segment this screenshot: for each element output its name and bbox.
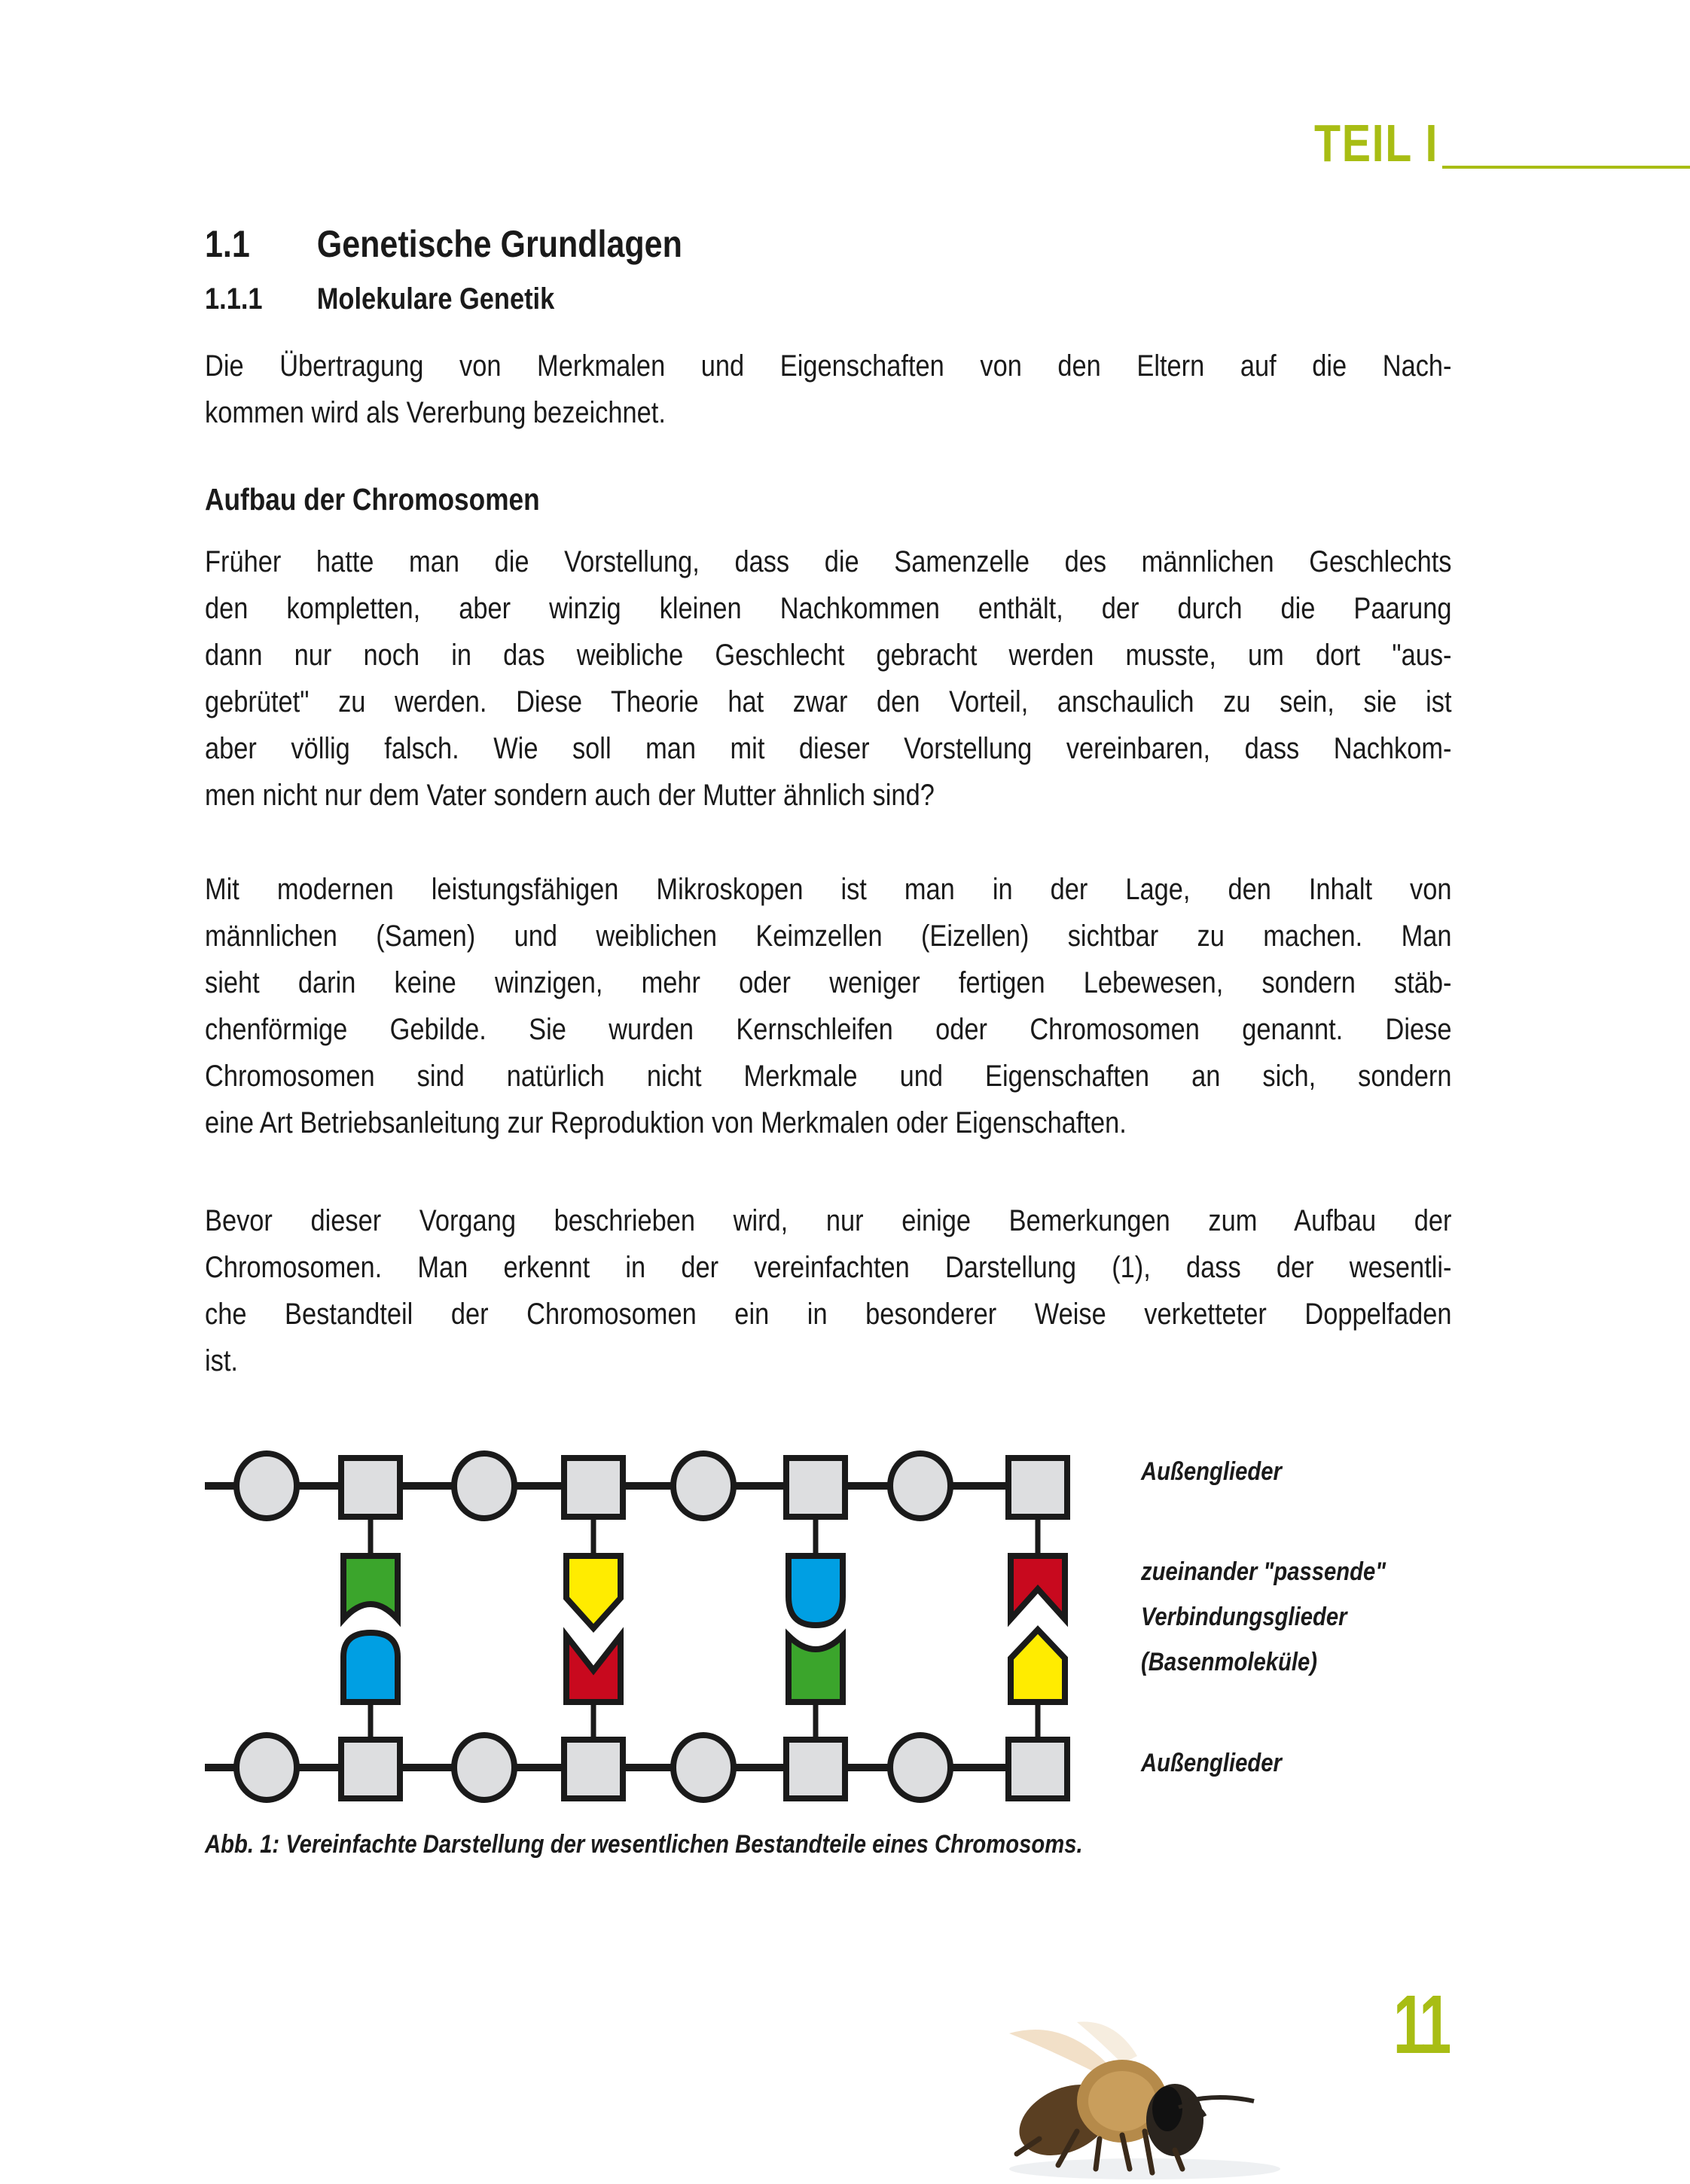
figure-caption: Abb. 1: Vereinfachte Darstellung der wesentlichen Bestandteile eines Chromosoms. [205, 1830, 1083, 1859]
base-blue [343, 1633, 398, 1702]
text-line: Mit modernen leistungsfähigen Mikroskopen ist man in der Lage, den Inhalt von [205, 873, 1452, 906]
section-title: Genetische Grundlagen [316, 223, 682, 265]
text-line: den kompletten, aber winzig kleinen Nachkommen enthält, der durch die Paarung [205, 592, 1452, 625]
text-line: men nicht nur dem Vater sondern auch der Mutter ähnlich sind? [205, 779, 935, 812]
outer-square [564, 1740, 623, 1798]
text-line: Chromosomen sind natürlich nicht Merkmale und Eigenschaften an sich, sondern [205, 1060, 1452, 1093]
outer-circle [454, 1735, 514, 1800]
outer-square [341, 1740, 400, 1798]
outer-circle [454, 1453, 514, 1518]
text-line: Die Übertragung von Merkmalen und Eigenschaften von den Eltern auf die Nach- [205, 349, 1452, 383]
base-red [1011, 1556, 1065, 1619]
outer-circle [236, 1735, 297, 1800]
part-label: TEIL I [1314, 114, 1439, 172]
legend-outer-top: Außenglieder [1141, 1457, 1282, 1486]
outer-circle [890, 1453, 950, 1518]
base-yellow [566, 1556, 621, 1628]
outer-square [564, 1458, 623, 1517]
outer-circle [890, 1735, 950, 1800]
legend-connectors-1: zueinander "passende" [1141, 1557, 1386, 1586]
outer-circle [236, 1453, 297, 1518]
legend-connectors-2: Verbindungsglieder [1141, 1603, 1347, 1631]
chromosomes-heading: Aufbau der Chromosomen [205, 482, 540, 517]
base-yellow [1011, 1630, 1065, 1702]
text-line: Bevor dieser Vorgang beschrieben wird, nur einige Bemerkungen zum Aufbau der [205, 1204, 1452, 1237]
outer-circle [673, 1735, 734, 1800]
text-line: chenförmige Gebilde. Sie wurden Kernschleifen oder Chromosomen genannt. Diese [205, 1013, 1452, 1046]
text-line: eine Art Betriebsanleitung zur Reproduktion von Merkmalen oder Eigenschaften. [205, 1106, 1127, 1139]
outer-square [341, 1458, 400, 1517]
outer-square [786, 1458, 845, 1517]
page-number: 11 [1393, 1978, 1449, 2071]
text-line: aber völlig falsch. Wie soll man mit dieser Vorstellung vereinbaren, dass Nachkom- [205, 732, 1452, 765]
text-line: dann nur noch in das weibliche Geschlecht gebracht werden musste, um dort "aus- [205, 639, 1452, 672]
text-line: che Bestandteil der Chromosomen ein in besonderer Weise verketteter Doppelfaden [205, 1298, 1452, 1331]
subsection-title: Molekulare Genetik [316, 282, 555, 316]
base-green [343, 1556, 398, 1619]
text-line: ist. [205, 1344, 238, 1377]
text-line: gebrütet" zu werden. Diese Theorie hat zwar den Vorteil, anschaulich zu sein, sie ist [205, 685, 1452, 718]
text-line: Früher hatte man die Vorstellung, dass die Samenzelle des männlichen Geschlechts [205, 545, 1452, 578]
text-line: Chromosomen. Man erkennt in der vereinfachten Darstellung (1), dass der wesentli- [205, 1251, 1452, 1284]
outer-square [786, 1740, 845, 1798]
text-line: sieht darin keine winzigen, mehr oder weniger fertigen Lebewesen, sondern stäb- [205, 966, 1452, 999]
legend-connectors-3: (Basenmoleküle) [1141, 1648, 1318, 1676]
outer-circle [673, 1453, 734, 1518]
bee-image [994, 1988, 1310, 2184]
section-number: 1.1 [205, 223, 250, 265]
base-green [789, 1636, 843, 1702]
legend-outer-bottom: Außenglieder [1141, 1749, 1282, 1777]
base-red [566, 1636, 621, 1702]
text-line: männlichen (Samen) und weiblichen Keimzellen (Eizellen) sichtbar zu machen. Man [205, 920, 1452, 953]
base-blue [789, 1556, 843, 1625]
text-line: kommen wird als Vererbung bezeichnet. [205, 396, 666, 429]
outer-square [1008, 1458, 1067, 1517]
outer-square [1008, 1740, 1067, 1798]
subsection-number: 1.1.1 [205, 282, 263, 316]
